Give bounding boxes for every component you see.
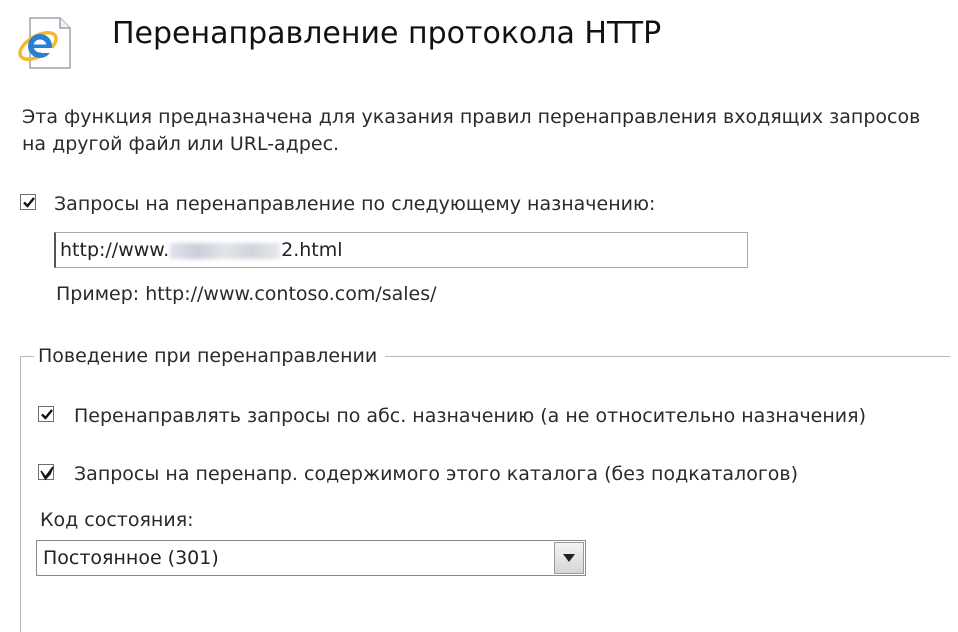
status-code-select[interactable]	[36, 540, 586, 576]
redirect-destination-label: Запросы на перенаправление по следующему назначению:	[54, 193, 656, 215]
url-example-text: Пример: http://www.contoso.com/sales/	[56, 283, 437, 305]
absolute-destination-checkbox[interactable]	[38, 406, 54, 422]
description-line-1: Эта функция предназначена для указания правил перенаправления входящих запросов	[22, 106, 921, 128]
checkmark-icon	[21, 195, 37, 211]
internet-explorer-icon	[14, 14, 74, 70]
redirect-destination-checkbox[interactable]	[20, 194, 36, 210]
chevron-down-icon	[562, 553, 576, 563]
url-suffix: 2.html	[281, 239, 343, 261]
redirect-url-input[interactable]	[54, 232, 748, 268]
checkmark-icon	[39, 407, 55, 423]
feature-description	[22, 104, 952, 158]
checkmark-icon	[39, 465, 55, 481]
status-code-selected-value: Постоянное (301)	[43, 547, 219, 569]
url-prefix: http://www.	[60, 239, 170, 261]
absolute-destination-label: Перенаправлять запросы по абс. назначению (а не относительно назначения)	[74, 405, 866, 427]
url-redacted-part	[170, 243, 280, 259]
description-line-2: на другой файл или URL-адрес.	[22, 133, 340, 155]
redirect-behavior-group	[20, 356, 950, 632]
status-code-label: Код состояния:	[40, 509, 194, 531]
dropdown-button[interactable]	[554, 542, 584, 574]
only-this-directory-label: Запросы на перенапр. содержимого этого каталога (без подкаталогов)	[74, 463, 799, 485]
redirect-behavior-legend: Поведение при перенаправлении	[34, 344, 385, 368]
page-title: Перенаправление протокола HTTP	[112, 16, 662, 51]
only-this-directory-checkbox[interactable]	[38, 464, 54, 480]
